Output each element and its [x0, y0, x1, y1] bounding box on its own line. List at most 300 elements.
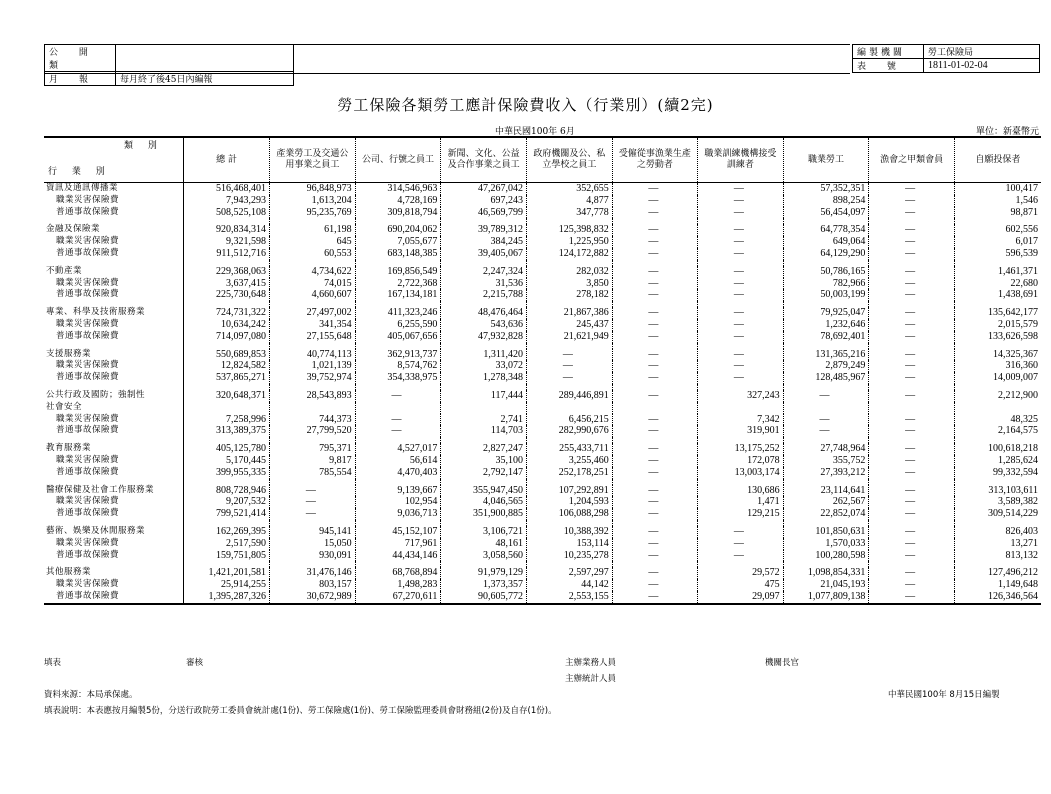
value-cell: 2,553,155	[527, 591, 613, 604]
value-cell	[869, 402, 954, 414]
value-cell: 9,817	[270, 455, 356, 467]
value-cell: 9,321,598	[184, 236, 270, 248]
value-cell: —	[698, 319, 784, 331]
value-cell: —	[612, 485, 697, 497]
value-cell: —	[869, 425, 954, 437]
value-cell: 21,867,386	[527, 307, 613, 319]
value-cell: —	[612, 425, 697, 437]
value-cell: 100,417	[1005, 183, 1038, 194]
value-cell: 40,774,113	[270, 349, 356, 361]
value-cell: —	[612, 496, 697, 508]
table-row	[44, 591, 1041, 604]
value-cell: 543,636	[441, 319, 527, 331]
value-cell	[441, 402, 527, 414]
value-cell	[184, 402, 270, 414]
value-cell: 1,546	[1015, 194, 1038, 206]
value-cell: 135,642,177	[988, 307, 1038, 319]
value-cell: 2,741	[441, 414, 527, 426]
value-cell: 1,311,420	[441, 349, 527, 361]
corner-bottom: 行 業 別	[48, 167, 111, 177]
value-cell: 262,567	[783, 496, 869, 508]
value-cell: —	[869, 183, 954, 195]
value-cell: —	[270, 496, 356, 508]
value-cell: 808,728,946	[184, 485, 270, 497]
value-cell: 7,055,677	[355, 236, 441, 248]
value-cell: 21,621,949	[527, 331, 613, 343]
value-cell: 282,990,676	[527, 425, 613, 437]
value-cell: 127,496,212	[988, 567, 1038, 579]
value-cell: 289,446,891	[527, 390, 613, 402]
value-cell: 14,009,007	[993, 372, 1038, 384]
value-cell: 813,132	[1005, 549, 1038, 561]
table-row	[44, 319, 1041, 331]
value-cell: —	[869, 579, 954, 591]
value-cell: 159,751,805	[184, 550, 270, 562]
column-header: 公司、行號之員工	[355, 137, 441, 183]
value-cell: 60,553	[270, 248, 356, 260]
value-cell: 4,660,607	[270, 289, 356, 301]
value-cell: 44,142	[527, 579, 613, 591]
value-cell: 99,332,594	[993, 466, 1038, 478]
value-cell: 10,634,242	[184, 319, 270, 331]
value-cell: 5,170,445	[184, 455, 270, 467]
value-cell: 1,438,691	[998, 289, 1038, 301]
value-cell: 21,045,193	[783, 579, 869, 591]
value-cell: 9,036,713	[355, 508, 441, 520]
value-cell: —	[612, 579, 697, 591]
row-label: 職業災害保險費	[44, 278, 184, 290]
value-cell: —	[612, 289, 697, 301]
row-label: 普通事故保險費	[44, 550, 184, 562]
value-cell: 411,323,246	[355, 307, 441, 319]
value-cell: 125,398,832	[527, 224, 613, 236]
value-cell: 45,152,107	[355, 526, 441, 538]
value-cell: 2,722,368	[355, 278, 441, 290]
value-cell: 314,546,963	[355, 183, 441, 195]
row-label: 普通事故保險費	[44, 372, 184, 384]
value-cell: 826,403	[1005, 525, 1038, 537]
value-cell: 1,021,139	[270, 360, 356, 372]
value-cell: 44,434,146	[355, 550, 441, 562]
footer-date: 中華民國100年 8月15日編製	[888, 690, 1000, 700]
value-cell: 48,325	[1010, 413, 1038, 425]
row-label: 職業災害保險費	[44, 538, 184, 550]
value-cell: 649,064	[783, 236, 869, 248]
value-cell: —	[612, 591, 697, 604]
column-header: 政府機關及公、私立學校之員工	[527, 137, 613, 183]
footer-source: 資料來源：本局承保處。	[44, 690, 138, 700]
value-cell: —	[698, 224, 784, 236]
value-cell: —	[612, 508, 697, 520]
value-cell: —	[612, 224, 697, 236]
value-cell: 313,389,375	[184, 425, 270, 437]
table-row	[44, 266, 1041, 278]
value-cell: 7,342	[698, 414, 784, 426]
row-label: 藝術、娛樂及休閒服務業	[44, 526, 184, 538]
row-label: 社會安全	[44, 402, 184, 414]
value-cell: 6,017	[1015, 236, 1038, 248]
table-row	[44, 508, 1041, 520]
header-value: 每月終了後45日內編報	[116, 72, 294, 86]
value-cell: 27,748,964	[783, 443, 869, 455]
value-cell: —	[698, 372, 784, 384]
value-cell: —	[612, 443, 697, 455]
row-label: 普通事故保險費	[44, 331, 184, 343]
value-cell: —	[698, 550, 784, 562]
value-cell: —	[869, 372, 954, 384]
value-cell: 341,354	[270, 319, 356, 331]
value-cell: 316,360	[1005, 360, 1038, 372]
value-cell: 405,067,656	[355, 331, 441, 343]
value-cell: 1,149,648	[998, 579, 1038, 591]
value-cell: 126,346,564	[954, 591, 1041, 604]
column-header: 總 計	[184, 137, 270, 183]
value-cell: 31,536	[441, 278, 527, 290]
value-cell: —	[612, 319, 697, 331]
value-cell: 4,728,169	[355, 195, 441, 207]
value-cell: —	[612, 307, 697, 319]
header-value: 1811-01-02-04	[924, 59, 1040, 73]
value-cell: 8,574,762	[355, 360, 441, 372]
value-cell: 550,689,853	[184, 349, 270, 361]
sign-agency-head: 機關長官	[765, 658, 800, 668]
value-cell: 35,100	[441, 455, 527, 467]
table-row	[44, 402, 1041, 414]
table-row	[44, 372, 1041, 384]
value-cell: 7,258,996	[184, 414, 270, 426]
row-label: 普通事故保險費	[44, 248, 184, 260]
value-cell: 1,077,809,138	[783, 591, 869, 604]
value-cell: 2,879,249	[783, 360, 869, 372]
value-cell: 9,139,667	[355, 485, 441, 497]
value-cell: 131,365,216	[783, 349, 869, 361]
value-cell: 1,570,033	[783, 538, 869, 550]
value-cell: 690,204,062	[355, 224, 441, 236]
value-cell: 10,235,278	[527, 550, 613, 562]
table-row	[44, 307, 1041, 319]
value-cell: —	[869, 278, 954, 290]
value-cell: —	[869, 266, 954, 278]
value-cell: 1,395,287,326	[184, 591, 270, 604]
value-cell: 1,204,593	[527, 496, 613, 508]
value-cell: 78,692,401	[783, 331, 869, 343]
value-cell: 795,371	[270, 443, 356, 455]
value-cell: 362,913,737	[355, 349, 441, 361]
value-cell: 124,172,882	[527, 248, 613, 260]
value-cell	[270, 402, 356, 414]
value-cell: —	[698, 207, 784, 219]
value-cell: —	[355, 414, 441, 426]
value-cell: 29,097	[698, 591, 784, 604]
row-label: 普通事故保險費	[44, 289, 184, 301]
row-label: 資訊及通訊傳播業	[44, 183, 184, 195]
value-cell: —	[869, 455, 954, 467]
row-label: 公共行政及國防；強制性	[44, 390, 184, 402]
value-cell: 56,454,097	[783, 207, 869, 219]
table-row	[44, 567, 1041, 579]
table-row	[44, 183, 1041, 195]
row-label: 普通事故保險費	[44, 425, 184, 437]
value-cell: 9,207,532	[184, 496, 270, 508]
value-cell: —	[612, 183, 697, 195]
value-cell: 22,852,074	[783, 508, 869, 520]
value-cell: —	[612, 278, 697, 290]
value-cell: 13,271	[1010, 537, 1038, 549]
value-cell: 697,243	[441, 195, 527, 207]
value-cell: —	[612, 331, 697, 343]
value-cell: 106,088,298	[527, 508, 613, 520]
value-cell: 405,125,780	[184, 443, 270, 455]
value-cell: 4,046,565	[441, 496, 527, 508]
value-cell: 1,232,646	[783, 319, 869, 331]
table-row	[44, 236, 1041, 248]
value-cell: 61,198	[270, 224, 356, 236]
value-cell: 27,497,002	[270, 307, 356, 319]
value-cell: —	[869, 538, 954, 550]
value-cell: 2,517,590	[184, 538, 270, 550]
value-cell: 74,015	[270, 278, 356, 290]
column-header: 職業勞工	[783, 137, 869, 183]
header-value	[116, 45, 294, 72]
value-cell: 6,456,215	[527, 414, 613, 426]
value-cell: 327,243	[698, 390, 784, 402]
value-cell: —	[698, 289, 784, 301]
table-row	[44, 485, 1041, 497]
value-cell: 172,078	[698, 455, 784, 467]
value-cell: 27,799,520	[270, 425, 356, 437]
value-cell: 3,589,382	[998, 496, 1038, 508]
value-cell: 169,856,549	[355, 266, 441, 278]
value-cell: 133,626,598	[988, 330, 1038, 342]
sign-statistics-staff: 主辦統計人員	[565, 674, 617, 684]
value-cell: 717,961	[355, 538, 441, 550]
value-cell: 282,032	[527, 266, 613, 278]
column-header: 產業勞工及交通公用事業之員工	[270, 137, 356, 183]
value-cell: 14,325,367	[993, 348, 1038, 360]
table-row	[44, 360, 1041, 372]
value-cell: —	[612, 414, 697, 426]
value-cell: 2,212,900	[998, 389, 1038, 401]
corner-cell	[44, 137, 184, 183]
value-cell: 50,003,199	[783, 289, 869, 301]
value-cell: 39,752,974	[270, 372, 356, 384]
value-cell: 56,614	[355, 455, 441, 467]
value-cell: —	[869, 248, 954, 260]
value-cell: —	[612, 567, 697, 579]
sign-reviewer: 審核	[186, 658, 204, 668]
row-label: 職業災害保險費	[44, 496, 184, 508]
value-cell: —	[698, 248, 784, 260]
row-label: 教育服務業	[44, 443, 184, 455]
value-cell: 911,512,716	[184, 248, 270, 260]
value-cell: 39,789,312	[441, 224, 527, 236]
value-cell: —	[698, 360, 784, 372]
table-row	[44, 467, 1041, 479]
value-cell: 782,966	[783, 278, 869, 290]
table-row	[44, 414, 1041, 426]
value-cell: 30,672,989	[270, 591, 356, 604]
value-cell: 1,285,624	[998, 454, 1038, 466]
table-row	[44, 425, 1041, 437]
value-cell: 46,569,799	[441, 207, 527, 219]
value-cell: 4,527,017	[355, 443, 441, 455]
value-cell: 1,471	[698, 496, 784, 508]
value-cell: 4,734,622	[270, 266, 356, 278]
value-cell: 352,655	[527, 183, 613, 195]
value-cell: 3,106,721	[441, 526, 527, 538]
value-cell: 162,269,395	[184, 526, 270, 538]
value-cell: 91,979,129	[441, 567, 527, 579]
value-cell: —	[612, 390, 697, 402]
value-cell: —	[869, 319, 954, 331]
value-cell: 29,572	[698, 567, 784, 579]
value-cell: 27,393,212	[783, 467, 869, 479]
value-cell: 95,235,769	[270, 207, 356, 219]
value-cell: 33,072	[441, 360, 527, 372]
page-title: 勞工保險各類勞工應計保險費收入（行業別）(續2完)	[337, 96, 714, 114]
value-cell: 64,778,354	[783, 224, 869, 236]
value-cell: —	[869, 567, 954, 579]
value-cell: 278,182	[527, 289, 613, 301]
value-cell: —	[698, 307, 784, 319]
value-cell: —	[783, 414, 869, 426]
column-header: 自願投保者	[954, 137, 1041, 183]
row-label: 職業災害保險費	[44, 236, 184, 248]
value-cell: 57,352,351	[783, 183, 869, 195]
value-cell: —	[612, 372, 697, 384]
value-cell: 117,444	[441, 390, 527, 402]
value-cell: 130,686	[698, 485, 784, 497]
value-cell	[783, 402, 869, 414]
value-cell: —	[612, 360, 697, 372]
value-cell: 28,543,893	[270, 390, 356, 402]
table-row	[44, 390, 1041, 402]
table-row	[44, 195, 1041, 207]
value-cell: 90,605,772	[441, 591, 527, 604]
value-cell: 645	[270, 236, 356, 248]
value-cell: —	[869, 331, 954, 343]
value-cell: 1,613,204	[270, 195, 356, 207]
value-cell: —	[869, 390, 954, 402]
row-label: 職業災害保險費	[44, 579, 184, 591]
value-cell: —	[869, 526, 954, 538]
report-date: 中華民國100年 6月	[495, 127, 575, 137]
value-cell: 309,514,229	[988, 508, 1038, 520]
value-cell: —	[869, 496, 954, 508]
value-cell: 39,405,067	[441, 248, 527, 260]
value-cell: 2,164,575	[998, 425, 1038, 437]
value-cell: 25,914,255	[184, 579, 270, 591]
value-cell: —	[869, 349, 954, 361]
column-header: 受僱從事漁業生產之勞動者	[612, 137, 697, 183]
value-cell: 98,871	[1010, 206, 1038, 218]
value-cell: —	[527, 372, 613, 384]
row-label: 醫療保健及社會工作服務業	[44, 485, 184, 497]
table-row	[44, 289, 1041, 301]
value-cell: 351,900,885	[441, 508, 527, 520]
value-cell: —	[612, 467, 697, 479]
value-cell: 6,255,590	[355, 319, 441, 331]
row-label: 支援服務業	[44, 349, 184, 361]
value-cell: 1,098,854,331	[783, 567, 869, 579]
value-cell: —	[869, 414, 954, 426]
value-cell: 309,818,794	[355, 207, 441, 219]
value-cell: 79,925,047	[783, 307, 869, 319]
value-cell: 68,768,894	[355, 567, 441, 579]
value-cell: 102,954	[355, 496, 441, 508]
value-cell: 384,245	[441, 236, 527, 248]
value-cell: —	[783, 390, 869, 402]
value-cell: 64,129,290	[783, 248, 869, 260]
corner-top: 類 別	[124, 141, 163, 151]
value-cell: 537,865,271	[184, 372, 270, 384]
value-cell: 128,485,967	[783, 372, 869, 384]
row-label: 職業災害保險費	[44, 414, 184, 426]
value-cell: 3,637,415	[184, 278, 270, 290]
value-cell: 13,003,174	[698, 467, 784, 479]
value-cell: 48,476,464	[441, 307, 527, 319]
value-cell	[954, 402, 1041, 414]
value-cell	[612, 402, 697, 414]
value-cell: 47,932,828	[441, 331, 527, 343]
value-cell: —	[527, 349, 613, 361]
value-cell: —	[698, 266, 784, 278]
header-left-box	[44, 44, 294, 86]
value-cell: 2,015,579	[998, 318, 1038, 330]
value-cell: 15,050	[270, 538, 356, 550]
value-cell: 799,521,414	[184, 508, 270, 520]
table-row	[44, 349, 1041, 361]
value-cell: —	[869, 224, 954, 236]
table-row	[44, 207, 1041, 219]
value-cell: 744,373	[270, 414, 356, 426]
value-cell: 945,141	[270, 526, 356, 538]
value-cell: 2,792,147	[441, 467, 527, 479]
value-cell: —	[527, 360, 613, 372]
value-cell: 920,834,314	[184, 224, 270, 236]
value-cell: —	[612, 526, 697, 538]
value-cell: —	[869, 207, 954, 219]
row-label: 專業、科學及技術服務業	[44, 307, 184, 319]
value-cell: —	[270, 485, 356, 497]
value-cell: 167,134,181	[355, 289, 441, 301]
value-cell: —	[612, 538, 697, 550]
value-cell: 245,437	[527, 319, 613, 331]
value-cell: 229,368,063	[184, 266, 270, 278]
value-cell: —	[869, 360, 954, 372]
value-cell: 596,539	[1005, 247, 1038, 259]
value-cell: —	[698, 538, 784, 550]
header-label: 公 開 類	[45, 45, 116, 72]
footer-note: 填表說明：本表應按月編製5份，分送行政院勞工委員會統計處(1份)、勞工保險處(1份)、勞工保險監理委員會財務組(2份)及自存(1份)。	[44, 706, 557, 716]
value-cell: —	[869, 467, 954, 479]
value-cell: 508,525,108	[184, 207, 270, 219]
value-cell: 355,947,450	[441, 485, 527, 497]
value-cell: 13,175,252	[698, 443, 784, 455]
header-label: 表 號	[853, 59, 924, 73]
value-cell: 2,597,297	[527, 567, 613, 579]
row-label: 普通事故保險費	[44, 508, 184, 520]
value-cell: 22,680	[1010, 277, 1038, 289]
value-cell: 1,373,357	[441, 579, 527, 591]
value-cell: 48,161	[441, 538, 527, 550]
value-cell	[355, 402, 441, 414]
value-cell: —	[270, 508, 356, 520]
value-cell: 100,280,598	[783, 550, 869, 562]
value-cell: —	[698, 349, 784, 361]
main-table	[44, 136, 1041, 605]
value-cell: 23,114,641	[783, 485, 869, 497]
